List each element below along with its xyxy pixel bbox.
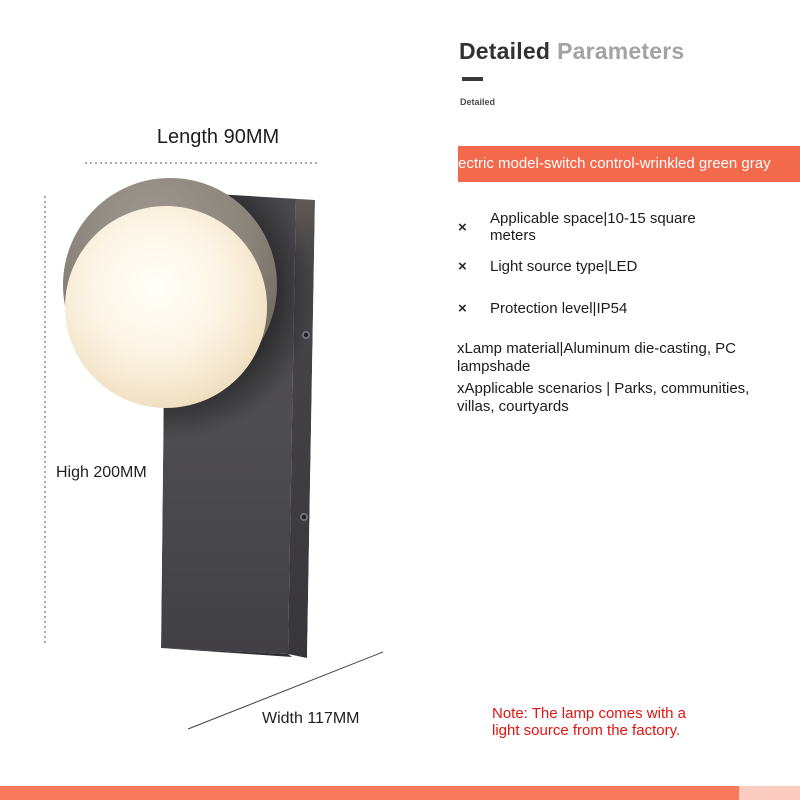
screw-bottom [300, 513, 308, 521]
lamp-glow [65, 206, 267, 408]
spec-paragraph-applicable-scenarios: xApplicable scenarios | Parks, communities, villas, courtyards [457, 380, 750, 415]
length-dimension-label: Length 90MM [156, 126, 280, 148]
title-underline-dash [462, 77, 483, 81]
width-dimension-label: Width 117MM [262, 710, 360, 727]
section-title-primary: Detailed [459, 38, 551, 64]
model-banner: ectric model-switch control-wrinkled green gray [458, 146, 800, 182]
section-title-secondary: Parameters [557, 38, 685, 64]
spec-paragraph-lamp-material: xLamp material|Aluminum die-casting, PC lampshade [457, 340, 737, 375]
x-bullet-icon: × [458, 300, 467, 317]
section-title [459, 38, 684, 65]
spec-row-applicable-space [458, 210, 715, 244]
section-subtitle: Detailed [460, 97, 496, 107]
height-dimension-label: High 200MM [56, 464, 147, 481]
spec-text: Protection level|IP54 [490, 300, 628, 317]
spec-row-light-source [458, 258, 715, 275]
x-bullet-icon: × [458, 258, 467, 275]
bottom-accent-bar-light [739, 786, 800, 800]
spec-text: Light source type|LED [490, 258, 638, 275]
factory-note: Note: The lamp comes with a light source from the factory. [492, 705, 686, 739]
screw-top [302, 331, 310, 339]
bottom-accent-bar [0, 786, 739, 800]
spec-row-protection-level [458, 300, 715, 317]
spec-text: Applicable space|10-15 square meters [490, 210, 696, 244]
x-bullet-icon: × [458, 218, 467, 236]
